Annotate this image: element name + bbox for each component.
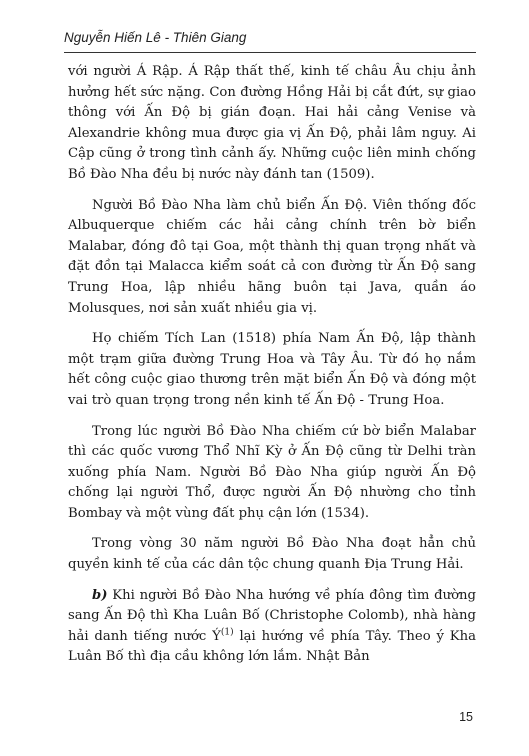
paragraph-3: Họ chiếm Tích Lan (1518) phía Nam Ấn Độ, lập thành một trạm giữa đường Trung Hoa và Tây Âu. Từ đó họ nắm hết công cuộc giao thương trên mặt biển Ấn Độ và đóng một vai trò quan trọng trong nền kinh tế Ấn Độ - Trung Hoa. — [68, 331, 476, 408]
footnote-marker: (1) — [220, 627, 234, 638]
paragraph-2: Người Bồ Đào Nha làm chủ biển Ấn Độ. Viên thống đốc Albuquerque chiếm các hải cảng chính trên bờ biển Malabar, đóng đô tại Goa, một thành thị quan trọng nhất và đặt đồn tại Malacca kiểm soát cả con đường từ Ấn Độ sang Trung Hoa, lập nhiều hãng buôn tại Java, quần áo Molusques, nơi sản xuất nhiều gia vị. — [68, 197, 476, 316]
paragraph-5: Trong vòng 30 năm người Bồ Đào Nha đoạt hẳn chủ quyền kinh tế của các dân tộc chung quanh Địa Trung Hải. — [68, 536, 476, 573]
paragraph-1: với người Á Rập. Á Rập thất thế, kinh tế châu Âu chịu ảnh hưởng hết sức nặng. Con đường Hồng Hải bị cắt đứt, sự giao thông với Ấn Độ bị gián đoạn. Hai hải cảng Venise và Alexandrie không mua được gia vị Ấn Độ, phải lâm nguy. Ai Cập cũng ở trong tình cảnh ấy. Những cuộc liên minh chống Bồ Đào Nha đều bị nước này đánh tan (1509). — [68, 64, 476, 182]
paragraph-4: Trong lúc người Bồ Đào Nha chiếm cứ bờ biển Malabar thì các quốc vương Thổ Nhĩ Kỳ ở Ấn Độ cũng từ Delhi tràn xuống phía Nam. Người Bồ Đào Nha giúp người Ấn Độ chống lại người Thổ, được người Ấn Độ nhường cho tỉnh Bombay và một vùng đất phụ cận lớn (1534). — [68, 423, 476, 521]
paragraph-6-text-b: lại hướng về phía Tây. Theo ý Kha Luân Bố thì địa cầu không lớn lắm. Nhật Bản — [68, 628, 477, 665]
paragraph-6-text-a: Khi người Bồ Đào Nha hướng về phía đông tìm đường sang Ấn Độ thì Kha Luân Bố (Christophe Colomb), nhà hàng hải danh tiếng nước Ý — [68, 587, 476, 644]
page-number: 15 — [459, 710, 473, 724]
running-header: Nguyễn Hiến Lê - Thiên Giang — [64, 30, 247, 45]
paragraph-6 — [68, 586, 476, 668]
body-text — [68, 62, 476, 668]
item-label: b) — [92, 587, 108, 603]
header-rule — [64, 52, 476, 53]
